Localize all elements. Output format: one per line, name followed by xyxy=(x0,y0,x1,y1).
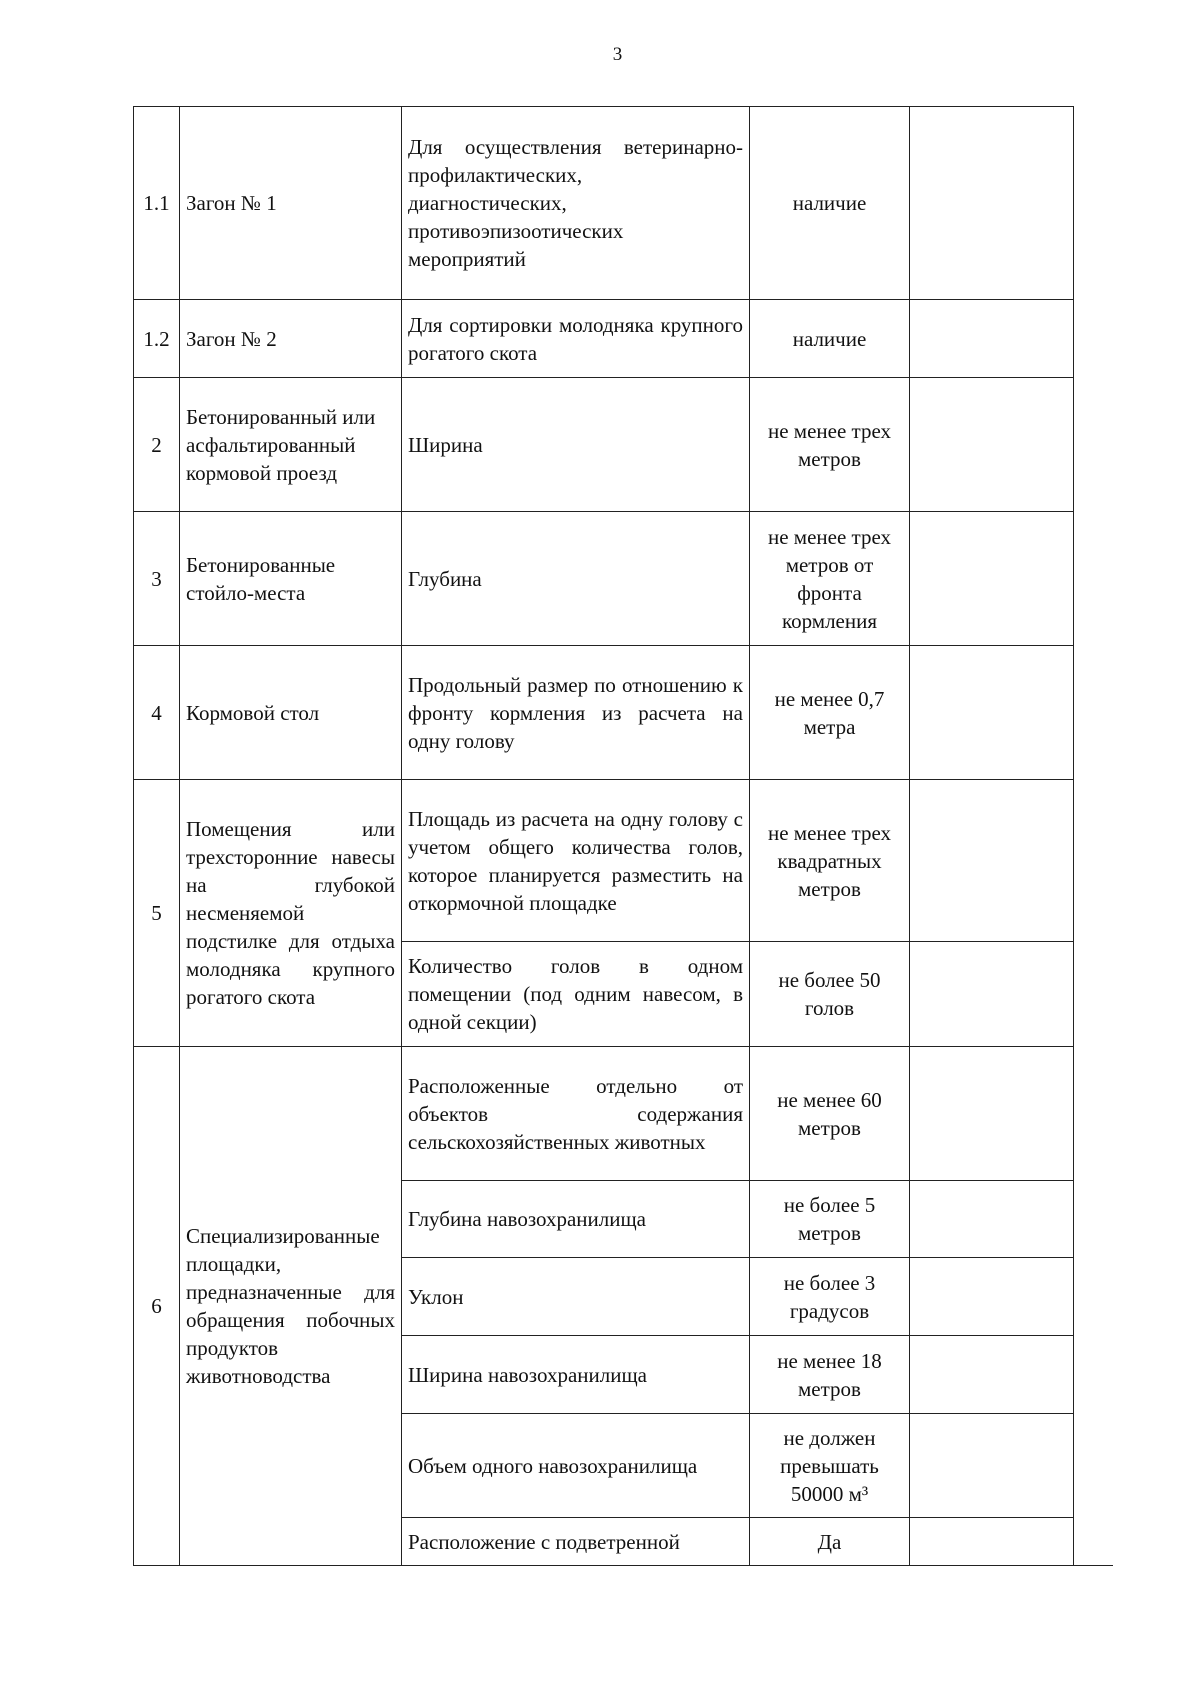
parameter: Глубина навозохранилища xyxy=(402,1181,750,1258)
table-border-line xyxy=(1073,1565,1113,1566)
row-number: 1.2 xyxy=(134,300,180,378)
table-row xyxy=(134,780,1074,942)
requirement: не более 50 голов xyxy=(750,942,910,1047)
requirement: наличие xyxy=(750,300,910,378)
parameter: Продольный размер по отношению к фронту кормления из расчета на одну голову xyxy=(402,646,750,780)
row-number: 4 xyxy=(134,646,180,780)
object-name: Загон № 2 xyxy=(180,300,402,378)
parameter: Для сортировки молодняка крупного рогатого скота xyxy=(402,300,750,378)
requirement: не менее 18 метров xyxy=(750,1336,910,1414)
empty-cell xyxy=(910,300,1074,378)
row-number: 6 xyxy=(134,1047,180,1566)
requirement: не менее 60 метров xyxy=(750,1047,910,1181)
empty-cell xyxy=(910,378,1074,512)
requirement: не более 5 метров xyxy=(750,1181,910,1258)
empty-cell xyxy=(910,942,1074,1047)
requirement: не менее трех квадратных метров xyxy=(750,780,910,942)
row-number: 5 xyxy=(134,780,180,1047)
empty-cell xyxy=(910,512,1074,646)
empty-cell xyxy=(910,1258,1074,1336)
row-number: 2 xyxy=(134,378,180,512)
table-row xyxy=(134,107,1074,300)
parameter: Площадь из расчета на одну голову с учетом общего количества голов, которое планируется разместить на откормочной площадке xyxy=(402,780,750,942)
parameter: Ширина xyxy=(402,378,750,512)
empty-cell xyxy=(910,1518,1074,1566)
parameter: Количество голов в одном помещении (под одним навесом, в одной секции) xyxy=(402,942,750,1047)
object-name: Бетонированные стойло-места xyxy=(180,512,402,646)
object-name: Загон № 1 xyxy=(180,107,402,300)
parameter: Ширина навозохранилища xyxy=(402,1336,750,1414)
requirement: не более 3 градусов xyxy=(750,1258,910,1336)
requirement: не менее трех метров от фронта кормления xyxy=(750,512,910,646)
parameter: Расположенные отдельно от объектов содержания сельскохозяйственных животных xyxy=(402,1047,750,1181)
table-row xyxy=(134,300,1074,378)
row-number: 1.1 xyxy=(134,107,180,300)
object-name: Специализированные площадки, предназначенные для обращения побочных продуктов животноводства xyxy=(180,1047,402,1566)
parameter: Уклон xyxy=(402,1258,750,1336)
empty-cell xyxy=(910,646,1074,780)
object-name: Помещения или трехсторонние навесы на глубокой несменяемой подстилке для отдыха молодняка крупного рогатого скота xyxy=(180,780,402,1047)
requirement: Да xyxy=(750,1518,910,1566)
empty-cell xyxy=(910,780,1074,942)
parameter: Объем одного навозохранилища xyxy=(402,1414,750,1518)
empty-cell xyxy=(910,1414,1074,1518)
table-row xyxy=(134,1047,1074,1181)
page-number: 3 xyxy=(612,44,623,65)
empty-cell xyxy=(910,1181,1074,1258)
requirement: наличие xyxy=(750,107,910,300)
requirements-table xyxy=(133,106,1074,1566)
requirement: не менее 0,7 метра xyxy=(750,646,910,780)
object-name: Кормовой стол xyxy=(180,646,402,780)
parameter: Глубина xyxy=(402,512,750,646)
requirement: не менее трех метров xyxy=(750,378,910,512)
parameter: Для осуществления ветеринарно-профилактических, диагностических, противоэпизоотических мероприятий xyxy=(402,107,750,300)
table-row xyxy=(134,378,1074,512)
empty-cell xyxy=(910,1336,1074,1414)
table-row xyxy=(134,512,1074,646)
empty-cell xyxy=(910,1047,1074,1181)
object-name: Бетонированный или асфальтированный кормовой проезд xyxy=(180,378,402,512)
table-row xyxy=(134,646,1074,780)
row-number: 3 xyxy=(134,512,180,646)
parameter: Расположение с подветренной xyxy=(402,1518,750,1566)
empty-cell xyxy=(910,107,1074,300)
requirement: не должен превышать 50000 м³ xyxy=(750,1414,910,1518)
